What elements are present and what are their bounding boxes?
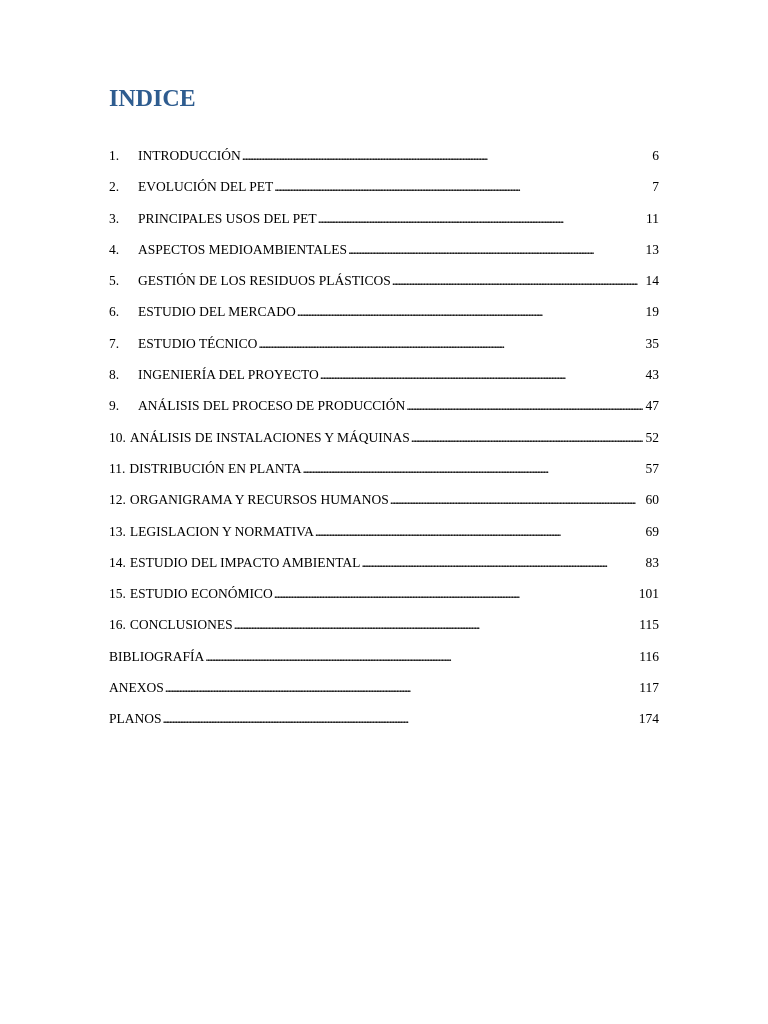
- toc-entry-page: 13: [645, 241, 659, 257]
- toc-entry-18[interactable]: [109, 677, 659, 708]
- toc-entry-number: 9.: [109, 398, 120, 414]
- toc-entry-15[interactable]: [109, 583, 659, 614]
- toc-dot-leader: [242, 145, 650, 167]
- toc-entry-number: 11.: [109, 460, 126, 476]
- toc-entry-label: ESTUDIO DEL MERCADO: [138, 304, 296, 320]
- toc-dot-leader: [411, 427, 643, 449]
- toc-dot-leader: [303, 458, 643, 480]
- toc-dot-leader: [320, 364, 643, 386]
- toc-entry-7[interactable]: [109, 333, 659, 364]
- toc-entry-page: 6: [652, 148, 659, 163]
- toc-entry-label: ESTUDIO DEL IMPACTO AMBIENTAL: [129, 554, 361, 570]
- toc-dot-leader: [297, 301, 643, 323]
- toc-dot-leader: [163, 708, 636, 730]
- toc-dot-leader: [361, 552, 642, 574]
- toc-entry-label: INTRODUCCIÓN: [138, 148, 241, 163]
- toc-entry-16[interactable]: [109, 614, 659, 645]
- toc-entry-number: 2.: [109, 179, 120, 195]
- toc-dot-leader: [318, 208, 643, 230]
- toc-entry-number: 3.: [109, 210, 120, 226]
- toc-entry-4[interactable]: [109, 239, 659, 270]
- toc-dot-leader: [205, 646, 636, 668]
- toc-entry-label: ASPECTOS MEDIOAMBIENTALES: [138, 241, 348, 257]
- toc-entry-13[interactable]: [109, 521, 659, 552]
- toc-entry-label: LEGISLACION Y NORMATIVA: [129, 523, 314, 539]
- toc-entry-2[interactable]: [109, 176, 659, 207]
- toc-entry-page: 174: [638, 711, 659, 727]
- toc-entry-label: ANÁLISIS DE INSTALACIONES Y MÁQUINAS: [129, 429, 410, 445]
- toc-entry-page: 52: [645, 429, 659, 445]
- toc-entry-5[interactable]: [109, 270, 659, 301]
- toc-entry-12[interactable]: [109, 489, 659, 520]
- toc-entry-number: 13.: [109, 523, 126, 539]
- toc-entry-page: 83: [645, 554, 659, 570]
- toc-entry-1[interactable]: [109, 145, 659, 176]
- table-of-contents: [109, 145, 659, 740]
- toc-entry-10[interactable]: [109, 427, 659, 458]
- toc-entry-number: 10.: [109, 429, 126, 445]
- toc-dot-leader: [348, 239, 642, 261]
- toc-entry-number: 15.: [109, 586, 126, 602]
- toc-dot-leader: [392, 270, 643, 292]
- toc-entry-page: 11: [646, 210, 659, 226]
- toc-entry-page: 7: [652, 179, 659, 195]
- toc-dot-leader: [406, 395, 642, 417]
- toc-entry-page: 14: [645, 273, 659, 289]
- toc-entry-9[interactable]: [109, 395, 659, 426]
- toc-entry-page: 60: [645, 492, 659, 508]
- toc-entry-label: ESTUDIO TÉCNICO: [138, 335, 258, 351]
- toc-dot-leader: [390, 489, 643, 511]
- page-title: INDICE: [109, 86, 196, 112]
- toc-entry-page: 117: [639, 680, 659, 696]
- toc-entry-number: 12.: [109, 492, 126, 508]
- toc-entry-number: 16.: [109, 617, 126, 633]
- toc-entry-label: CONCLUSIONES: [129, 617, 233, 633]
- toc-entry-page: 101: [638, 586, 659, 602]
- toc-entry-14[interactable]: [109, 552, 659, 583]
- toc-entry-label: ESTUDIO ECONÓMICO: [129, 586, 273, 602]
- toc-entry-number: 1.: [109, 148, 120, 163]
- toc-entry-number: 5.: [109, 273, 120, 289]
- toc-entry-number: 4.: [109, 241, 120, 257]
- toc-entry-page: 116: [639, 648, 659, 664]
- toc-entry-label: ANEXOS: [109, 680, 164, 696]
- toc-entry-3[interactable]: [109, 208, 659, 239]
- toc-entry-17[interactable]: [109, 646, 659, 677]
- toc-entry-page: 115: [639, 617, 659, 633]
- toc-dot-leader: [274, 176, 649, 198]
- toc-entry-page: 57: [645, 460, 659, 476]
- toc-entry-label: BIBLIOGRAFÍA: [109, 648, 205, 664]
- toc-entry-11[interactable]: [109, 458, 659, 489]
- toc-entry-label: INGENIERÍA DEL PROYECTO: [138, 367, 319, 383]
- toc-entry-page: 69: [645, 523, 659, 539]
- toc-entry-number: 14.: [109, 554, 126, 570]
- toc-entry-label: DISTRIBUCIÓN EN PLANTA: [129, 460, 302, 476]
- toc-dot-leader: [258, 333, 642, 355]
- toc-dot-leader: [234, 614, 637, 636]
- toc-dot-leader: [315, 521, 643, 543]
- toc-dot-leader: [274, 583, 636, 605]
- toc-entry-number: 8.: [109, 367, 120, 383]
- toc-entry-page: 47: [645, 398, 659, 414]
- toc-entry-page: 43: [645, 367, 659, 383]
- toc-dot-leader: [165, 677, 636, 699]
- toc-entry-number: 6.: [109, 304, 120, 320]
- toc-entry-label: EVOLUCIÓN DEL PET: [138, 179, 274, 195]
- toc-entry-page: 19: [645, 304, 659, 320]
- toc-entry-19[interactable]: [109, 708, 659, 739]
- toc-entry-label: PRINCIPALES USOS DEL PET: [138, 210, 317, 226]
- toc-entry-8[interactable]: [109, 364, 659, 395]
- toc-entry-label: ANÁLISIS DEL PROCESO DE PRODUCCIÓN: [138, 398, 406, 414]
- toc-entry-label: GESTIÓN DE LOS RESIDUOS PLÁSTICOS: [138, 273, 391, 289]
- toc-entry-label: ORGANIGRAMA Y RECURSOS HUMANOS: [129, 492, 389, 508]
- toc-entry-number: 7.: [109, 335, 120, 351]
- toc-entry-page: 35: [645, 335, 659, 351]
- toc-entry-6[interactable]: [109, 301, 659, 332]
- toc-entry-label: PLANOS: [109, 711, 162, 727]
